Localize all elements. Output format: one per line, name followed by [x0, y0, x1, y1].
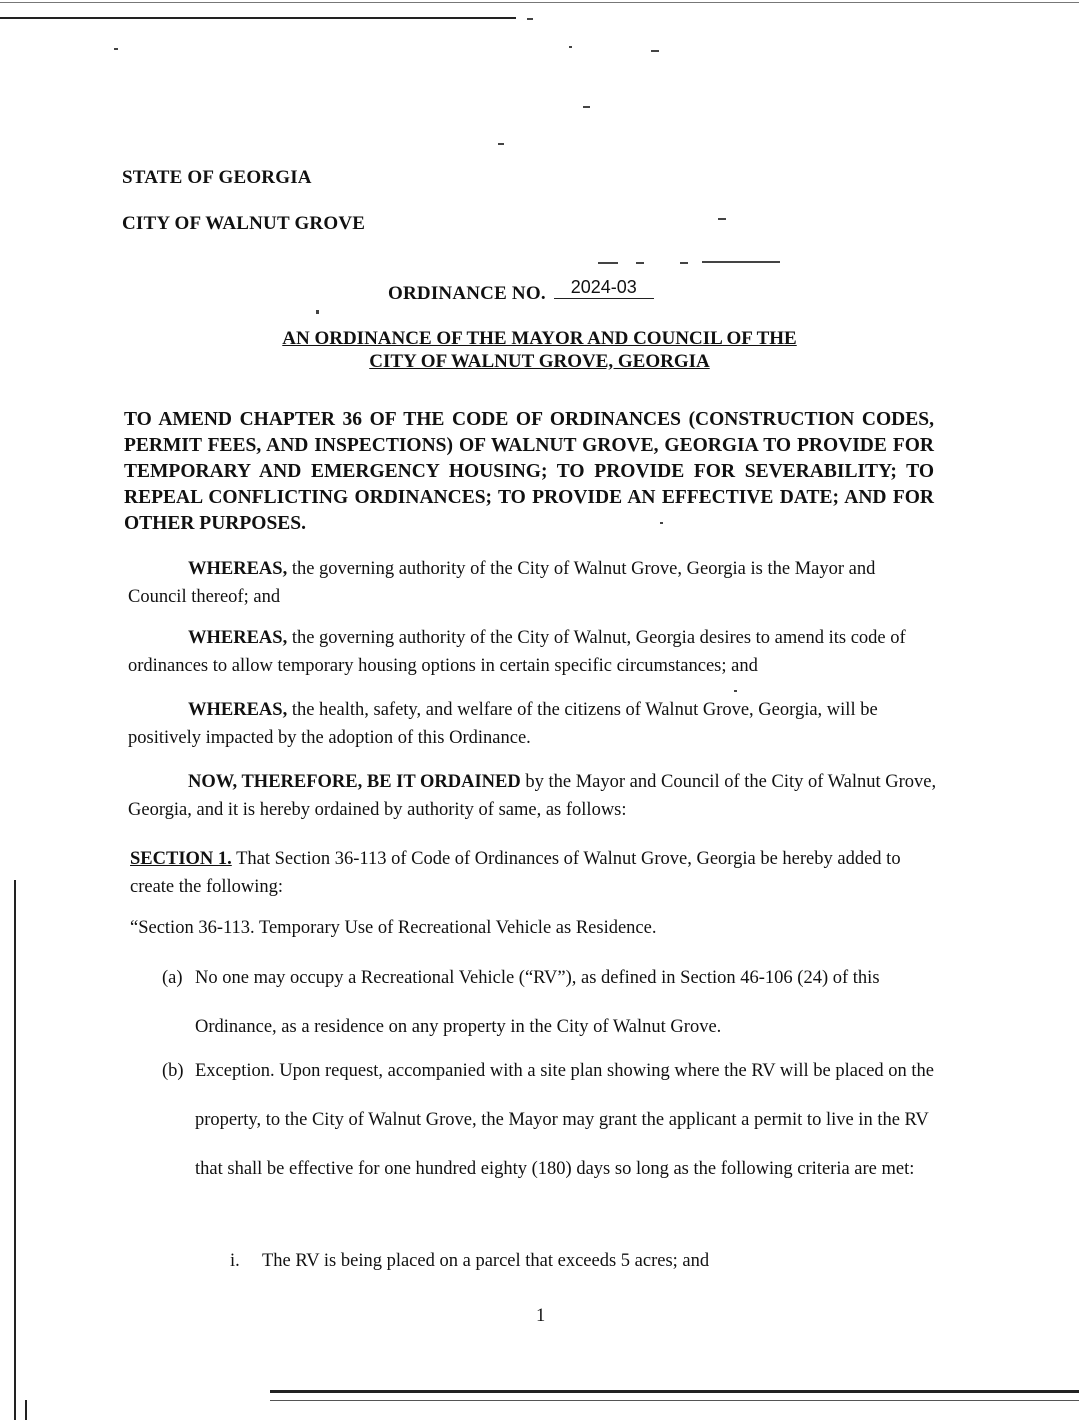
list-text: No one may occupy a Recreational Vehicle (“RV”), as defined in Section 46-106 (24) of this Ordinance, as a residence on any property in the City of Walnut Grove.	[195, 968, 880, 1037]
scan-speck	[734, 690, 737, 692]
recital-lead: NOW, THEREFORE, BE IT ORDAINED	[188, 772, 521, 792]
scan-speck	[651, 50, 659, 52]
section-36-113-heading: “Section 36-113. Temporary Use of Recreational Vehicle as Residence.	[130, 918, 657, 938]
state-heading: STATE OF GEORGIA	[122, 167, 312, 188]
ordaining-clause	[128, 768, 938, 824]
recital-3	[128, 696, 938, 752]
recital-lead: WHEREAS,	[188, 700, 288, 720]
scan-speck	[598, 262, 618, 264]
ordinance-label: ORDINANCE NO.	[388, 283, 546, 304]
list-text: Exception. Upon request, accompanied with a site plan showing where the RV will be placed on the property, to the City of Walnut Grove, the Mayor may grant the applicant a permit to live in the RV that shall be effective for one hundred eighty (180) days so long as the following criteria are met:	[195, 1061, 935, 1179]
page-number: 1	[536, 1306, 546, 1326]
scan-speck	[316, 310, 319, 314]
scan-speck	[527, 18, 533, 20]
scan-speck	[702, 261, 780, 263]
list-item	[162, 1047, 947, 1194]
ordinance-number: 2024-03	[554, 277, 654, 299]
scan-speck	[583, 106, 590, 108]
recital-2	[128, 624, 938, 680]
scan-speck	[718, 218, 726, 220]
recital-text: the health, safety, and welfare of the citizens of Walnut Grove, Georgia, will be positively impacted by the adoption of this Ordinance.	[128, 700, 878, 748]
section-label: SECTION 1.	[130, 849, 232, 869]
scan-border-bottom	[270, 1390, 1079, 1393]
recital-lead: WHEREAS,	[188, 628, 288, 648]
city-heading: CITY OF WALNUT GROVE	[122, 213, 366, 234]
scan-line-top-left	[0, 17, 516, 19]
list-marker: i.	[230, 1251, 240, 1271]
list-marker: (b)	[162, 1061, 184, 1081]
recital-text: the governing authority of the City of Walnut Grove, Georgia is the Mayor and Council thereof; and	[128, 559, 876, 607]
list-item	[162, 954, 947, 1052]
recital-lead: WHEREAS,	[188, 559, 288, 579]
scan-border-bottom-2	[270, 1400, 1079, 1401]
scan-margin-left	[14, 880, 16, 1420]
scan-speck	[114, 48, 118, 50]
ordinance-title-line1: AN ORDINANCE OF THE MAYOR AND COUNCIL OF THE	[282, 328, 797, 349]
scan-speck	[680, 262, 688, 264]
ordinance-number-line	[388, 277, 654, 305]
section-text: That Section 36-113 of Code of Ordinances of Walnut Grove, Georgia be hereby added to create the following:	[130, 849, 901, 897]
scan-margin-left-2	[25, 1400, 27, 1420]
recital-1	[128, 555, 938, 611]
scan-speck	[636, 262, 644, 264]
section-1	[130, 845, 940, 901]
ordinance-caption: TO AMEND CHAPTER 36 OF THE CODE OF ORDINANCES (CONSTRUCTION CODES, PERMIT FEES, AND INSPECTIONS) OF WALNUT GROVE, GEORGIA TO PROVIDE FOR TEMPORARY AND EMERGENCY HOUSING; TO PROVIDE FOR SEVERABILITY; TO REPEAL CONFLICTING ORDINANCES; TO PROVIDE AN EFFECTIVE DATE; AND FOR OTHER PURPOSES.	[124, 409, 934, 534]
scan-speck	[569, 46, 572, 48]
sub-list-item	[230, 1237, 930, 1286]
scan-speck	[498, 143, 504, 145]
recital-text: the governing authority of the City of Walnut, Georgia desires to amend its code of ordinances to allow temporary housing options in certain specific circumstances; and	[128, 628, 906, 676]
scan-border-top	[0, 2, 1079, 3]
list-text: The RV is being placed on a parcel that exceeds 5 acres; and	[262, 1251, 710, 1271]
list-marker: (a)	[162, 968, 183, 988]
recital-text: by the Mayor and Council of the City of Walnut Grove, Georgia, and it is hereby ordained by authority of same, as follows:	[128, 772, 937, 820]
ordinance-title-line2: CITY OF WALNUT GROVE, GEORGIA	[369, 351, 710, 372]
